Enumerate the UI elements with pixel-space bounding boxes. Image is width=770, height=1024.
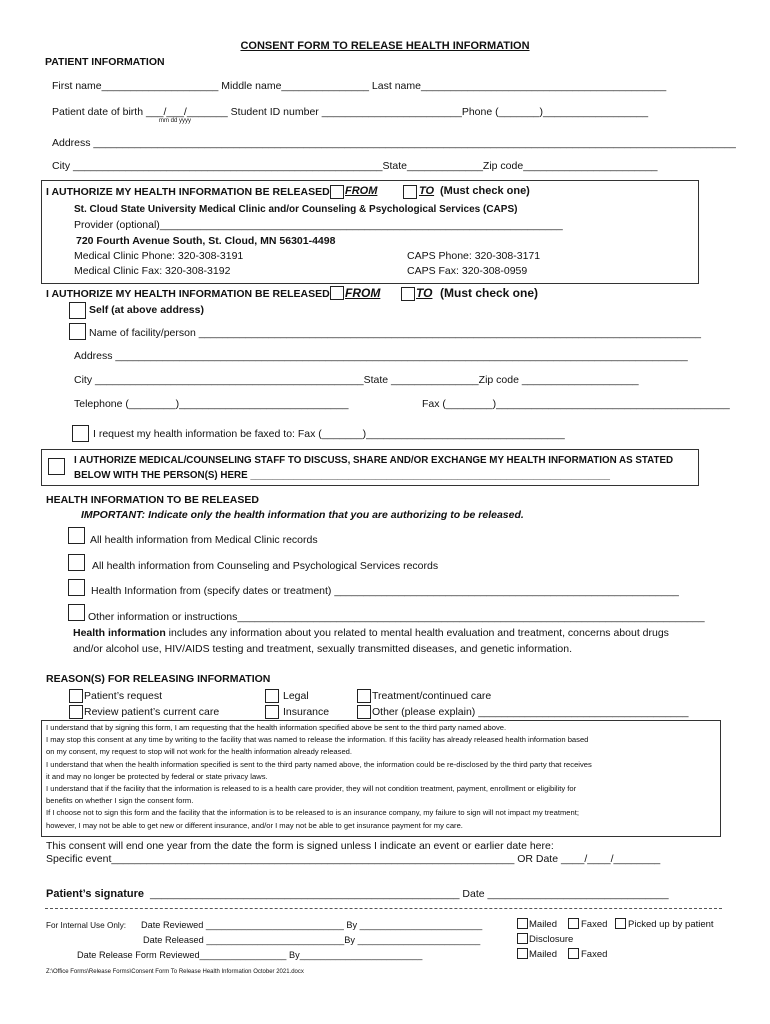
to-checkbox-2[interactable] bbox=[401, 287, 415, 301]
reason-review-label: Review patient’s current care bbox=[84, 706, 220, 718]
dob-row[interactable]: Patient date of birth ___/___/_______ Student ID number ________________________Phone (_______)__________________ bbox=[52, 106, 649, 118]
legal-line: I understand that when the health information specified is sent to the third party named above, the information could be re-disclosed by the third party that receives bbox=[46, 759, 592, 769]
reason-review-checkbox[interactable] bbox=[69, 705, 83, 719]
opt-dates-checkbox[interactable] bbox=[68, 579, 85, 596]
reason-treatment-checkbox[interactable] bbox=[357, 689, 371, 703]
dob-hint: mm dd yyyy bbox=[159, 118, 192, 124]
from-checkbox-2[interactable] bbox=[330, 286, 344, 300]
clinic-fax: Medical Clinic Fax: 320-308-3192 bbox=[74, 265, 231, 277]
clinic-address: 720 Fourth Avenue South, St. Cloud, MN 56301-4498 bbox=[76, 235, 336, 247]
internal-divider bbox=[45, 908, 722, 909]
footer-path: Z:\Office Forms\Release Forms\Consent Form To Release Health Information October 2021.docx bbox=[46, 969, 304, 975]
health-info-important: IMPORTANT: Indicate only the health information that you are authorizing to be released. bbox=[81, 509, 524, 521]
legal-line: however, I may not be able to get new or different insurance, and/or I may not be able to get insurance payment for my care. bbox=[46, 820, 463, 830]
authorize-to-heading: I AUTHORIZE MY HEALTH INFORMATION BE RELEASED bbox=[46, 288, 330, 300]
opt-caps-checkbox[interactable] bbox=[68, 554, 85, 571]
reason-legal-checkbox[interactable] bbox=[265, 689, 279, 703]
expiry-line1: This consent will end one year from the date the form is signed unless I indicate an event or earlier date here: bbox=[46, 840, 554, 852]
opt-medical-checkbox[interactable] bbox=[68, 527, 85, 544]
fax-request-field[interactable]: I request my health information be faxed to: Fax (_______)__________________________________ bbox=[93, 428, 565, 440]
internal-row1[interactable]: Date Reviewed ___________________________ By ________________________ bbox=[141, 920, 483, 930]
mailed-checkbox-2[interactable] bbox=[517, 948, 528, 959]
to-label-2: TO bbox=[416, 286, 433, 300]
faxed-label-2: Faxed bbox=[581, 949, 608, 960]
opt-caps-label: All health information from Counseling and Psychological Services records bbox=[92, 560, 439, 572]
authorize-from-heading: I AUTHORIZE MY HEALTH INFORMATION BE RELEASED bbox=[46, 186, 330, 198]
signature-field[interactable]: _____________________________________________________ Date _______________________________ bbox=[150, 888, 669, 900]
provider-field[interactable]: Provider (optional)_____________________________________________________________________ bbox=[74, 219, 563, 231]
from-label-2: FROM bbox=[345, 286, 381, 300]
reason-treatment-label: Treatment/continued care bbox=[372, 690, 492, 702]
caps-fax: CAPS Fax: 320-308-0959 bbox=[407, 265, 528, 277]
disclosure-label: Disclosure bbox=[529, 934, 574, 945]
health-info-note-rest: includes any information about you related to mental health evaluation and treatment, concerns about drugs bbox=[165, 627, 669, 639]
patient-info-heading: PATIENT INFORMATION bbox=[45, 56, 165, 68]
opt-other-field[interactable]: Other information or instructions________________________________________________________________________________ bbox=[88, 611, 705, 623]
mailed-label: Mailed bbox=[529, 919, 557, 930]
reason-legal-label: Legal bbox=[283, 690, 309, 702]
picked-checkbox[interactable] bbox=[615, 918, 626, 929]
legal-line: I may stop this consent at any time by writing to the facility that was named to release the information. If this facility has already released health information based bbox=[46, 735, 589, 745]
clinic-phone: Medical Clinic Phone: 320-308-3191 bbox=[74, 250, 244, 262]
must-check-one: (Must check one) bbox=[440, 185, 530, 197]
mailed-label-2: Mailed bbox=[529, 949, 557, 960]
health-info-note bbox=[73, 627, 669, 639]
reason-other-checkbox[interactable] bbox=[357, 705, 371, 719]
facility-field[interactable]: Name of facility/person ______________________________________________________________________________________ bbox=[89, 327, 701, 339]
fax-field[interactable]: Fax (________)________________________________________ bbox=[422, 398, 730, 410]
reason-insurance-label: Insurance bbox=[283, 706, 330, 718]
reason-patient-label: Patient’s request bbox=[84, 690, 163, 702]
faxed-checkbox-2[interactable] bbox=[568, 948, 579, 959]
opt-medical-label: All health information from Medical Clinic records bbox=[90, 534, 318, 546]
health-info-note-bold: Health information bbox=[73, 627, 166, 639]
legal-line: I understand that by signing this form, I am requesting that the health information specified above be sent to the third party named above. bbox=[46, 723, 507, 732]
to-city-field[interactable]: City ______________________________________________State _______________Zip code ____________________ bbox=[74, 374, 639, 386]
disclosure-checkbox[interactable] bbox=[517, 933, 528, 944]
facility-checkbox[interactable] bbox=[69, 323, 86, 340]
health-info-heading: HEALTH INFORMATION TO BE RELEASED bbox=[46, 494, 259, 506]
from-label: FROM bbox=[345, 185, 378, 197]
fax-request-checkbox[interactable] bbox=[72, 425, 89, 442]
legal-line: I understand that if the facility that the information is released to is a health care provider, they will not condition treatment, payment, enrollment or eligibility for bbox=[46, 784, 577, 794]
to-address-field[interactable]: Address __________________________________________________________________________________________________ bbox=[74, 350, 688, 362]
internal-row2[interactable]: Date Released ___________________________By ________________________ bbox=[143, 935, 481, 945]
internal-label: For Internal Use Only: bbox=[46, 921, 127, 930]
mailed-checkbox[interactable] bbox=[517, 918, 528, 929]
address-row[interactable]: Address ______________________________________________________________________________________________________________ bbox=[52, 137, 736, 149]
expiry-line2[interactable]: Specific event_____________________________________________________________________ OR Date ____/____/________ bbox=[46, 853, 661, 865]
form-title: CONSENT FORM TO RELEASE HEALTH INFORMATION bbox=[240, 40, 530, 52]
picked-label: Picked up by patient bbox=[628, 919, 714, 930]
self-label: Self (at above address) bbox=[89, 304, 204, 316]
must-check-one-2: (Must check one) bbox=[440, 286, 539, 300]
to-checkbox[interactable] bbox=[403, 185, 417, 199]
faxed-checkbox[interactable] bbox=[568, 918, 579, 929]
staff-auth-line1: I AUTHORIZE MEDICAL/COUNSELING STAFF TO DISCUSS, SHARE AND/OR EXCHANGE MY HEALTH INFORMATION AS STATED bbox=[74, 455, 674, 466]
staff-auth-line2[interactable]: BELOW WITH THE PERSON(S) HERE __________________________________________________________________ bbox=[74, 470, 610, 481]
city-row[interactable]: City _____________________________________________________State_____________Zip code_______________________ bbox=[52, 160, 658, 172]
reason-patient-checkbox[interactable] bbox=[69, 689, 83, 703]
health-info-note-line2: and/or alcohol use, HIV/AIDS testing and treatment, sexually transmitted diseases, and genetic information. bbox=[73, 643, 573, 655]
legal-text bbox=[46, 722, 718, 832]
name-row[interactable]: First name____________________ Middle name_______________ Last name__________________________________________ bbox=[52, 80, 667, 92]
self-checkbox[interactable] bbox=[69, 302, 86, 319]
legal-line: benefits on whether I sign the consent form. bbox=[46, 796, 194, 806]
opt-dates-field[interactable]: Health Information from (specify dates or treatment) ___________________________________________________________ bbox=[91, 585, 679, 597]
faxed-label: Faxed bbox=[581, 919, 608, 930]
reasons-heading: REASON(S) FOR RELEASING INFORMATION bbox=[46, 673, 271, 685]
legal-line: If I choose not to sign this form and the facility that the information is to be released to is an insurance company, my failure to sign will not impact my treatment; bbox=[46, 808, 579, 818]
from-checkbox[interactable] bbox=[330, 185, 344, 199]
internal-row3[interactable]: Date Release Form Reviewed_________________ By________________________ bbox=[77, 950, 423, 960]
to-label: TO bbox=[419, 185, 435, 197]
reason-other-field[interactable]: Other (please explain) ____________________________________ bbox=[372, 706, 689, 718]
caps-phone: CAPS Phone: 320-308-3171 bbox=[407, 250, 541, 262]
opt-other-checkbox[interactable] bbox=[68, 604, 85, 621]
reason-insurance-checkbox[interactable] bbox=[265, 705, 279, 719]
legal-line: it and may no longer be protected by federal or state privacy laws. bbox=[46, 771, 268, 781]
telephone-field[interactable]: Telephone (________)_____________________________ bbox=[74, 398, 349, 410]
legal-line: on my consent, my request to stop will not work for the health information already released. bbox=[46, 747, 353, 757]
signature-label: Patient’s signature bbox=[46, 888, 145, 900]
staff-auth-checkbox[interactable] bbox=[48, 458, 65, 475]
clinic-name: St. Cloud State University Medical Clinic and/or Counseling & Psychological Services (CAPS) bbox=[74, 204, 518, 215]
